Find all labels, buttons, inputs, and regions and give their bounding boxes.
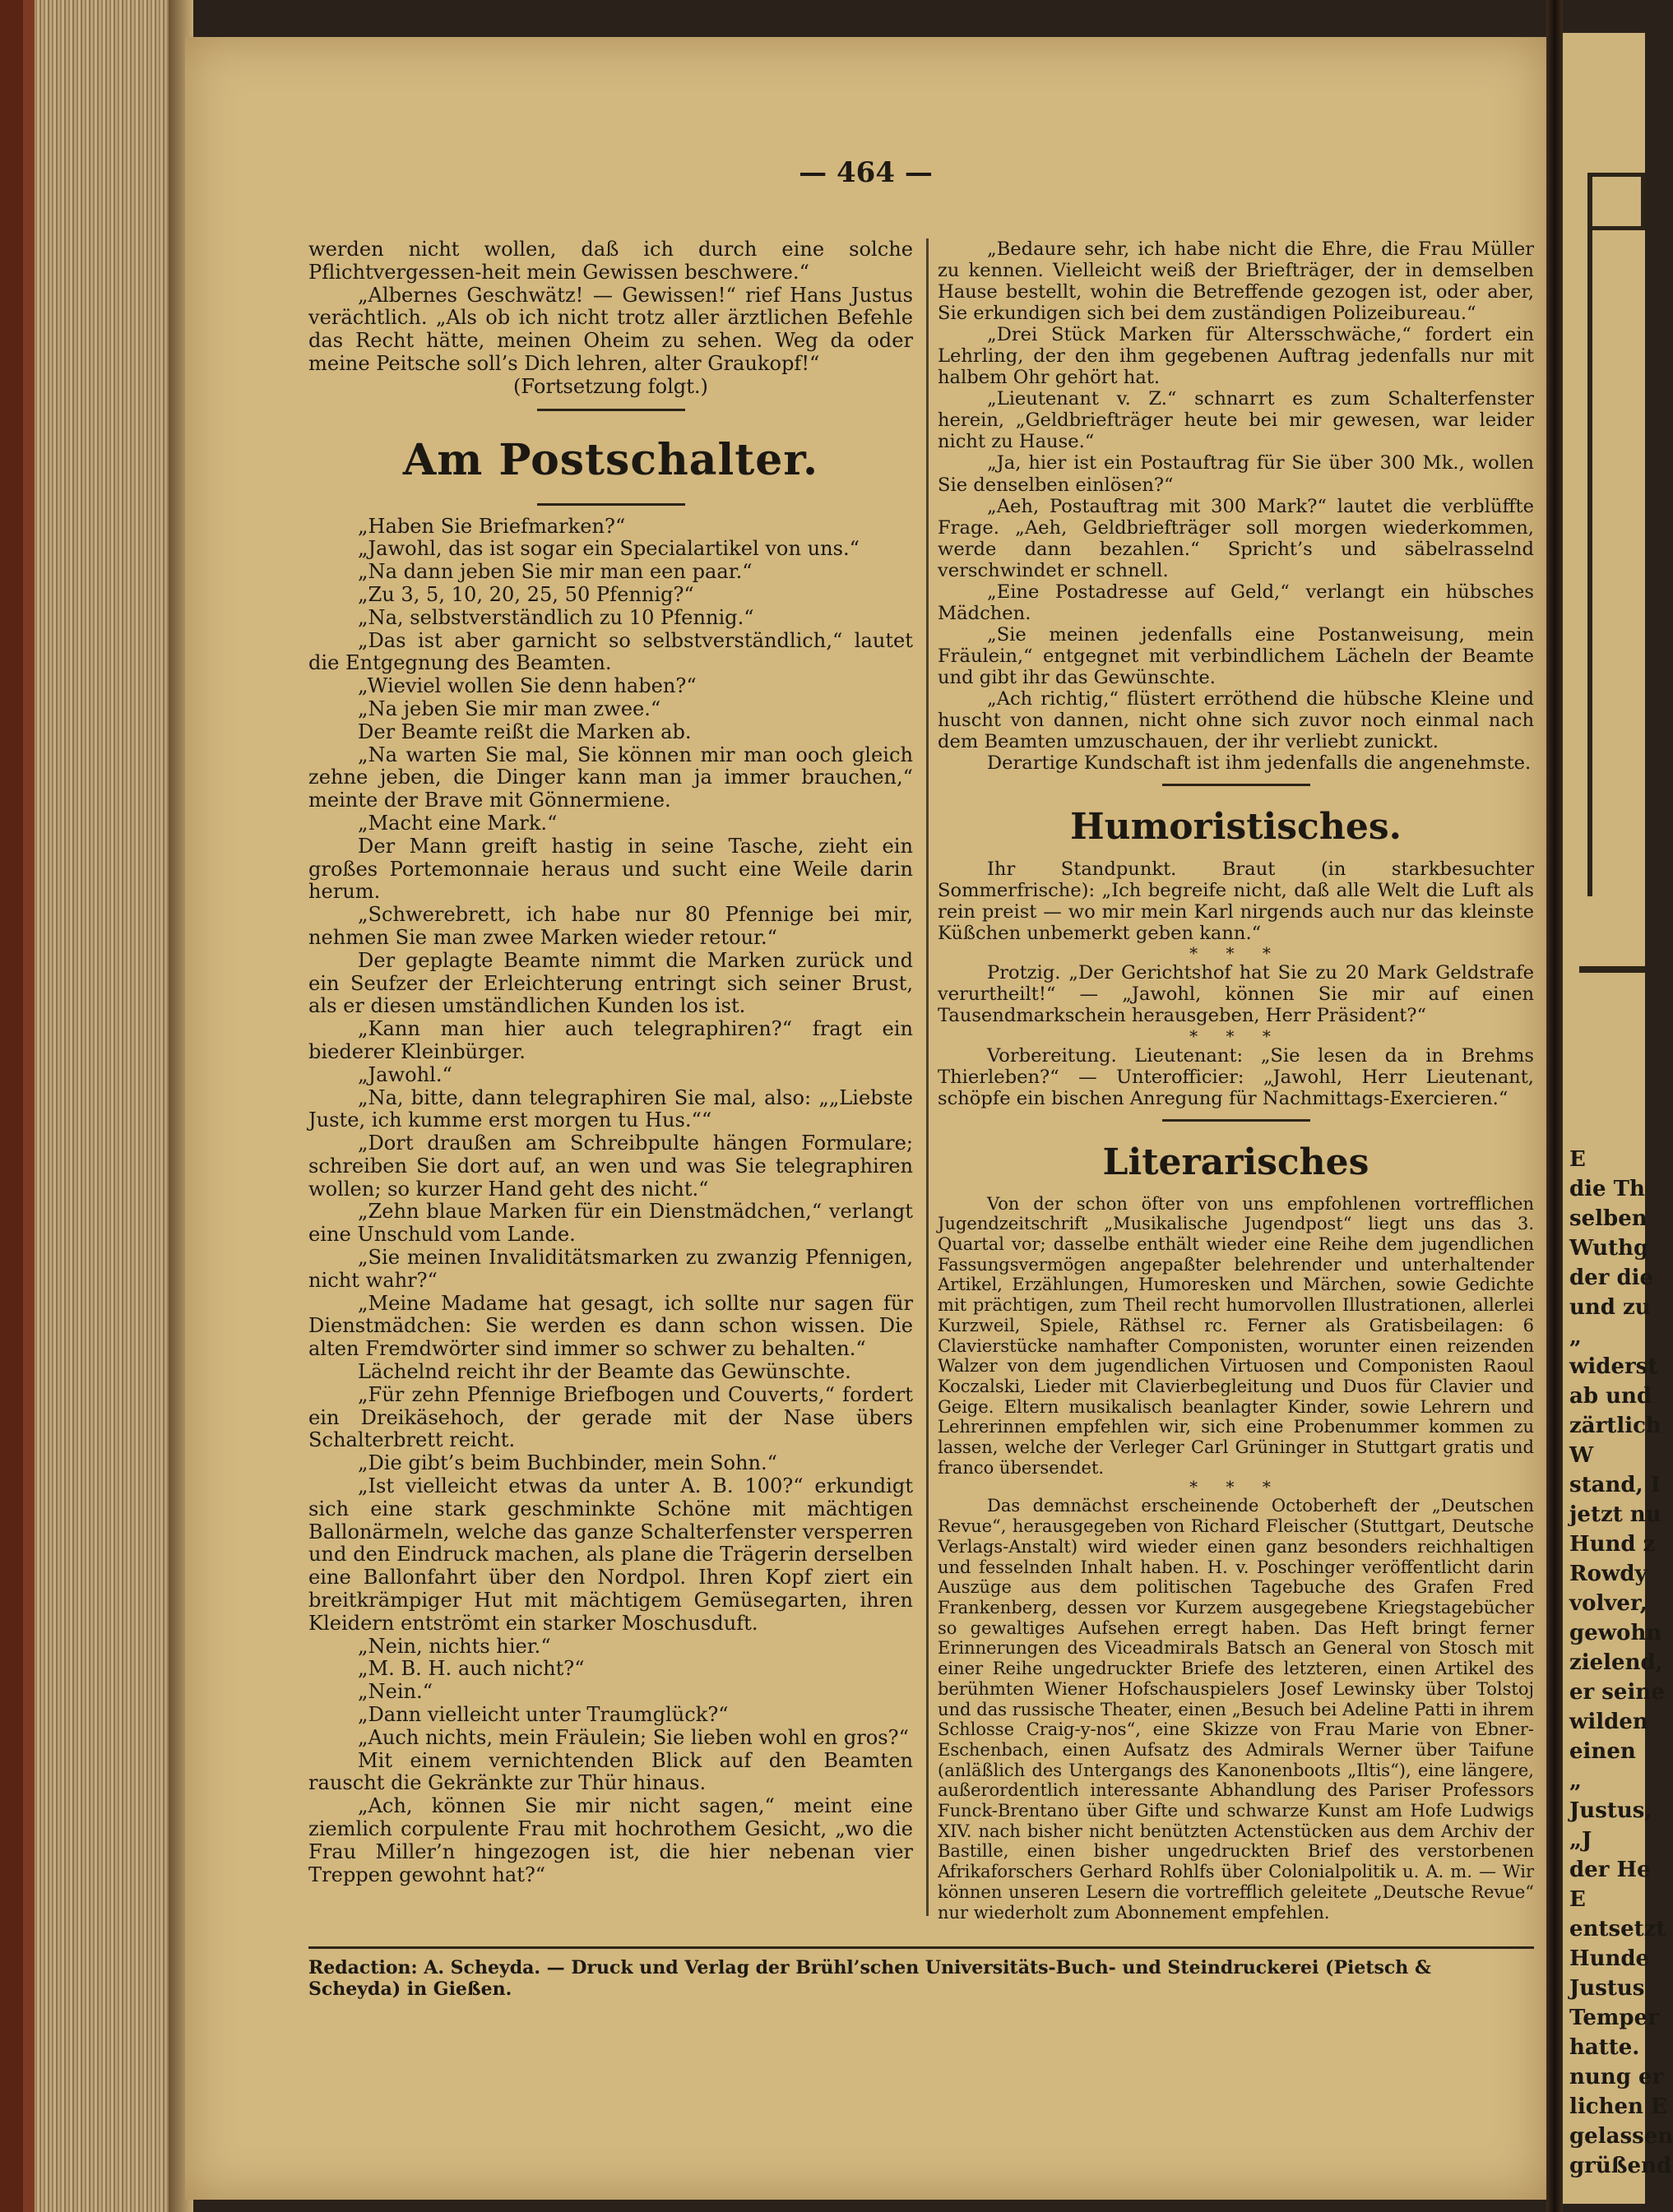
paragraph: Lächelnd reicht ihr der Beamte das Gewünschte. (358, 1360, 851, 1384)
adjacent-page-text: zärtlich (1569, 1414, 1661, 1438)
adjacent-page-text: Temper (1569, 2006, 1659, 2030)
paragraph: „Schwerebrett, ich habe nur 80 Pfennige bei mir, nehmen Sie man zwee Marken wieder retour.“ (308, 903, 913, 949)
paragraph: „Sie meinen jedenfalls eine Postanweisung, mein Fräulein,“ entgegnet mit verbindlichem Lächeln der Beamte und gibt ihr das Gewünschte. (938, 623, 1534, 688)
adjacent-page-text: „ (1569, 1325, 1582, 1349)
paragraph: Das demnächst erscheinende Octoberheft der „Deutschen Revue“, herausgegeben von Richard Fleischer (Stuttgart, Deutsche Verlags-Anstalt) wird wieder einen ganz besonders reichhaltigen und fesselnden Inhalt haben. H. v. Poschinger veröffentlicht darin Auszüge aus dem politischen Tagebuche des Grafen Fred Frankenberg, dessen vor Kurzem ausgegebene Kriegstagebücher so gewaltiges Aufsehen erregt haben. Das Heft bringt ferner Erinnerungen des Viceadmirals Batsch an General von Stosch mit einer Reihe ungedruckter Briefe des letzteren, einen Artikel des berühmten Wiener Hofschauspielers Josef Lewinsky über Tolstoj und das russische Theater, einen „Besuch bei Adeline Patti in ihrem Schlosse Craig-y-nos“, eine Skizze von Frau Marie von Ebner-Eschenbach, einen Aufsatz des Admirals Werner über Taifune (anläßlich des Untergangs des Kanonenboots „Iltis“), eine längere, außerordentlich interessante Abhandlung des Pariser Professors Funck-Brentano über Gifte und schwarze Kunst am Hofe Ludwigs XIV. nach bisher nicht benützten Actenstücken aus dem Archiv der Bastille, einen bisher ungedruckten Brief des verstorbenen Afrikaforschers Gerhard Rohlfs über Colonialpolitik u. A. m. — Wir können unseren Lesern die vortrefflich geleitete „Deutsche Revue“ nur wiederholt zum Abonnement empfehlen. (938, 1496, 1534, 1923)
paragraph: „Bedaure sehr, ich habe nicht die Ehre, die Frau Müller zu kennen. Vielleicht weiß der Briefträger, der in demselben Hause bestellt, wohin die Betreffende gezogen ist, oder aber, Sie erkundigen sich bei dem zuständigen Polizeibureau.“ (938, 238, 1534, 325)
paragraph: Von der schon öfter von uns empfohlenen vortrefflichen Jugendzeitschrift „Musikalische Jugendpost“ liegt uns das 3. Quartal vor; dasselbe enthält wieder eine Reihe dem jugendlichen Fassungsvermögen angepaßter belehrender und unterhaltender Artikel, Erzählungen, Humoresken und Märchen, sowie Gedichte mit prächtigen, zum Theil recht humorvollen Illustrationen, allerlei Kurzweil, Spiele, Räthsel rc. Ferner als Gratisbeilagen: 6 Clavierstücke namhafter Componisten, worunter einen reizenden Walzer von dem jugendlichen Virtuosen und Componisten Raoul Koczalski, Lieder mit Clavierbegleitung und Duos für Clavier und Geige. Eltern musikalisch beanlagter Kinder, sowie Lehrern und Lehrerinnen empfehlen wir, sich eine Probenummer kommen zu lassen, welche der Verleger Carl Grüninger in Stuttgart gratis und franco übersendet. (938, 1193, 1534, 1478)
paragraph: „Na, bitte, dann telegraphiren Sie mal, also: „„Liebste Juste, ich kumme erst morgen tu Hus.““ (308, 1085, 913, 1132)
adjacent-page-text: er seine (1569, 1680, 1665, 1705)
paragraph: „Die gibt’s beim Buchbinder, mein Sohn.“ (358, 1451, 777, 1475)
adjacent-page-text: E (1569, 1147, 1586, 1172)
paragraph: „Dort draußen am Schreibpulte hängen Formulare; schreiben Sie dort auf, an wen und was Sie telegraphiren wollen; so kurzer Hand geht des nicht.“ (308, 1131, 913, 1201)
page-number: — 464 — (799, 156, 933, 189)
asterism-separator: * * * (1189, 1477, 1282, 1497)
adjacent-page-text: wilden (1569, 1710, 1648, 1734)
paragraph: „Ach richtig,“ flüstert erröthend die hübsche Kleine und huscht von dannen, nicht ohne sich zuvor noch einmal nach dem Beamten umzuschauen, der ihr verliebt zunickt. (938, 687, 1534, 753)
paragraph: „Jawohl, das ist sogar ein Specialartikel von uns.“ (358, 537, 860, 561)
paragraph: „Meine Madame hat gesagt, ich sollte nur sagen für Dienstmädchen: Sie werden es dann schon wissen. Die alten Fremdwörter sind immer so schwer zu behalten.“ (308, 1291, 913, 1361)
adjacent-page-fragment (1563, 33, 1673, 2204)
adjacent-page-text: Justus (1569, 1976, 1645, 2001)
right-column (938, 238, 1534, 1923)
newspaper-page (185, 37, 1546, 2200)
heading-rule (1162, 784, 1310, 786)
heading-rule (537, 503, 685, 506)
ornament-border (1587, 173, 1650, 896)
paragraph: „Zehn blaue Marken für ein Dienstmädchen,“ verlangt eine Unschuld vom Lande. (308, 1200, 913, 1247)
paragraph: werden nicht wollen, daß ich durch eine solche Pflichtvergessen-heit mein Gewissen beschwere.“ (308, 238, 913, 284)
paragraph: „Ja, hier ist ein Postauftrag für Sie über 300 Mk., wollen Sie denselben einlösen?“ (938, 452, 1534, 496)
adjacent-page-text: ab und (1569, 1384, 1652, 1409)
adjacent-page-text: nung er (1569, 2065, 1664, 2089)
paragraph: „Haben Sie Briefmarken?“ (358, 514, 626, 538)
ornament-bar (1579, 966, 1645, 973)
adjacent-page-text: gewohn (1569, 1621, 1662, 1645)
paragraph: „Nein, nichts hier.“ (358, 1634, 551, 1658)
paragraph: „M. B. H. auch nicht?“ (358, 1657, 585, 1681)
paragraph: Der Beamte reißt die Marken ab. (358, 720, 692, 743)
paragraph: „Aeh, Postauftrag mit 300 Mark?“ lautet die verblüffte Frage. „Aeh, Geldbriefträger soll morgen wiederkommen, werde dann bezahlen.“ Spricht’s und säbelrasselnd verschwindet er schnell. (938, 495, 1534, 581)
paragraph: „Lieutenant v. Z.“ schnarrt es zum Schalterfenster herein, „Geldbriefträger heute bei mir gewesen, war leider nicht zu Hause.“ (938, 388, 1534, 453)
column-divider (926, 238, 929, 1916)
adjacent-page-text: Hund z (1569, 1532, 1656, 1557)
adjacent-page-text: Wuthg (1569, 1236, 1649, 1261)
paragraph: „Drei Stück Marken für Altersschwäche,“ fordert ein Lehrling, der den ihm gegebenen Auftrag jedenfalls nur mit halbem Ohr gehört hat. (938, 324, 1534, 389)
adjacent-page-text: einen (1569, 1739, 1636, 1764)
paragraph: „Zu 3, 5, 10, 20, 25, 50 Pfennig?“ (358, 582, 694, 606)
paragraph: „Na jeben Sie mir man zwee.“ (358, 696, 661, 720)
adjacent-page-text: der He (1569, 1858, 1651, 1882)
paragraph: Der Mann greift hastig in seine Tasche, zieht ein großes Portemonnaie heraus und sucht eine Weile darin herum. (308, 834, 913, 904)
book-binding (0, 0, 23, 2212)
adjacent-page-text: lichen E (1569, 2094, 1667, 2119)
paragraph: „Macht eine Mark.“ (358, 811, 558, 835)
adjacent-page-text: widerst (1569, 1354, 1658, 1379)
paragraph: „Ist vielleicht etwas da unter A. B. 100?“ erkundigt sich eine stark geschminkte Schöne mit mächtigen Ballonärmeln, welche das ganze Schalterfenster versperren und den Eindruck machen, als plane die Trägerin derselben eine Ballonfahrt über den Nordpol. Ihren Kopf ziert ein breitkrämpiger Hut mit mächtigem Gemüsegarten, ihren Kleidern entströmt ein starker Moschusduft. (308, 1474, 913, 1635)
adjacent-page-text: gelassen (1569, 2124, 1673, 2149)
section-heading: Am Postschalter. (402, 434, 819, 485)
paragraph: Vorbereitung. Lieutenant: „Sie lesen da in Brehms Thierleben?“ — Unterofficier: „Jawohl, Herr Lieutenant, schöpfe ein bischen Anregung für Nachmittags-Exercieren.“ (938, 1044, 1534, 1109)
adjacent-page-text: stand, I (1569, 1473, 1661, 1497)
adjacent-page-text: grüßend (1569, 2154, 1672, 2178)
paragraph: „Na warten Sie mal, Sie können mir man ooch gleich zehne jeben, die Dinger kann man ja immer brauchen,“ meinte der Brave mit Gönnermiene. (308, 743, 913, 812)
paragraph: „Eine Postadresse auf Geld,“ verlangt ein hübsches Mädchen. (938, 581, 1534, 624)
adjacent-page-text: Justus, (1569, 1798, 1652, 1823)
left-column (308, 238, 913, 1886)
paragraph: „Sie meinen Invaliditätsmarken zu zwanzig Pfennigen, nicht wahr?“ (308, 1246, 913, 1292)
heading-rule (1162, 1119, 1310, 1122)
paragraph: Ihr Standpunkt. Braut (in starkbesuchter Sommerfrische): „Ich begreife nicht, daß alle Welt die Luft als rein preist — wo mir mein Karl nirgends auch nur das kleinste Küßchen unbemerkt geben kann.“ (938, 858, 1534, 945)
paragraph: Der geplagte Beamte nimmt die Marken zurück und ein Seufzer der Erleichterung entringt sich seiner Brust, als er diesen umständlichen Kunden los ist. (308, 948, 913, 1018)
paragraph: „Nein.“ (358, 1680, 433, 1704)
adjacent-page-text: entsetzt (1569, 1917, 1666, 1941)
asterism-separator: * * * (1189, 943, 1282, 964)
adjacent-page-text: jetzt nu (1569, 1502, 1661, 1527)
adjacent-page-text: Rowdy (1569, 1562, 1648, 1586)
paragraph: Mit einem vernichtenden Blick auf den Beamten rauscht die Gekränkte zur Thür hinaus. (308, 1748, 913, 1795)
paragraph: „Auch nichts, mein Fräulein; Sie lieben wohl en gros?“ (358, 1725, 909, 1749)
asterism-separator: * * * (1189, 1025, 1282, 1046)
section-heading: Literarisches (1102, 1141, 1369, 1183)
imprint-footer: Redaction: A. Scheyda. — Druck und Verlag der Brühl’schen Universitäts-Buch- und Steindruckerei (Pietsch & Scheyda) in Gießen. (308, 1957, 1431, 2000)
paragraph: Derartige Kundschaft ist ihm jedenfalls die angenehmste. (987, 752, 1532, 775)
heading-rule (537, 409, 685, 411)
paragraph: Protzig. „Der Gerichtshof hat Sie zu 20 Mark Geldstrafe verurtheilt!“ — „Jawohl, können Sie mir auf einen Tausendmarkschein herausgeben, Herr Präsident?“ (938, 962, 1534, 1027)
adjacent-page-text: zielend, (1569, 1650, 1663, 1675)
paragraph: „Na, selbstverständlich zu 10 Pfennig.“ (358, 605, 754, 629)
paragraph: „Ach, können Sie mir nicht sagen,“ meint eine ziemlich corpulente Frau mit hochrothem Gesicht, „wo die Frau Miller’n hingezogen ist, die hier nebenan vier Treppen gewohnt hat?“ (308, 1794, 913, 1886)
paragraph: „Das ist aber garnicht so selbstverständlich,“ lautet die Entgegnung des Beamten. (308, 628, 913, 675)
paragraph: „Dann vielleicht unter Traumglück?“ (358, 1703, 729, 1727)
paragraph: „Jawohl.“ (358, 1062, 452, 1086)
continuation-note: (Fortsetzung folgt.) (513, 374, 708, 398)
section-heading: Humoristisches. (1070, 806, 1402, 849)
book-binding-inner (23, 0, 35, 2212)
footer-rule (308, 1946, 1534, 1949)
book-gutter (1546, 0, 1563, 2212)
adjacent-page-text: volver, (1569, 1591, 1648, 1616)
adjacent-page-text: die Th (1569, 1177, 1645, 1201)
adjacent-page-text: der die (1569, 1266, 1654, 1290)
adjacent-page-text: selben (1569, 1206, 1648, 1231)
adjacent-page-text: Hunde (1569, 1946, 1650, 1971)
adjacent-page-text: „ (1569, 1769, 1582, 1793)
paragraph: „Na dann jeben Sie mir man een paar.“ (358, 560, 753, 584)
adjacent-page-text: hatte. (1569, 2035, 1640, 2060)
adjacent-page-text: und zu (1569, 1295, 1651, 1320)
book-page-edges (0, 0, 169, 2212)
paragraph: „Albernes Geschwätz! — Gewissen!“ rief Hans Justus verächtlich. „Als ob ich nicht trotz aller ärztlichen Befehle das Recht hätte, meinen Oheim zu sehen. Weg da oder meine Peitsche soll’s Dich lehren, alter Graukopf!“ (308, 283, 913, 375)
paragraph: „Für zehn Pfennige Briefbogen und Couverts,“ fordert ein Dreikäsehoch, der gerade mit der Nase übers Schalterbrett reicht. (308, 1382, 913, 1452)
paragraph: „Wieviel wollen Sie denn haben?“ (358, 674, 697, 698)
adjacent-page-text: W (1569, 1443, 1594, 1468)
adjacent-page-text: E (1569, 1887, 1586, 1912)
paragraph: „Kann man hier auch telegraphiren?“ fragt ein biederer Kleinbürger. (308, 1017, 913, 1063)
adjacent-page-text: „J (1569, 1828, 1592, 1853)
